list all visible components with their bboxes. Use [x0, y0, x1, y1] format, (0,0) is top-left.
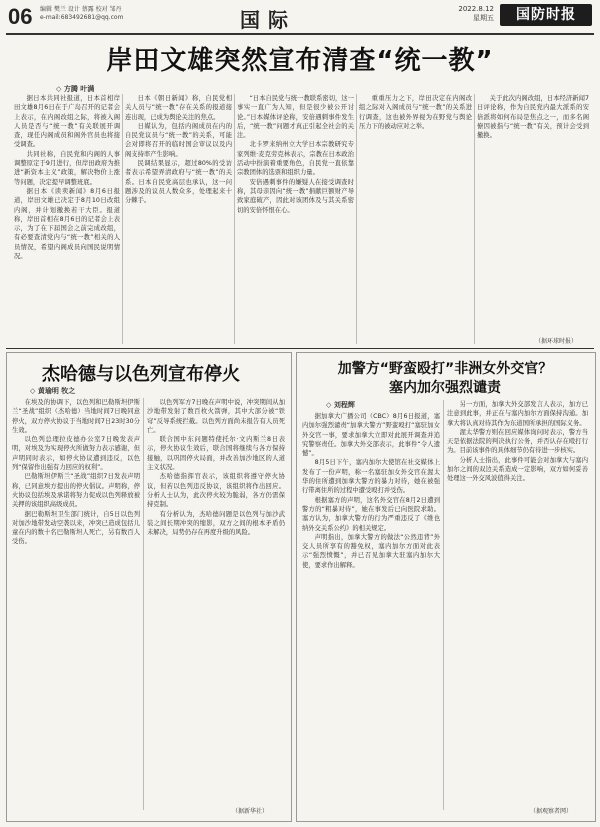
paragraph: 据日本共同社报道，日本首相岸田文雄8月6日在于广岛召开的记者会上表示，在内阁改组之际，将被入阁人员是否与“统一教”有关联展开调查，现任内阁成员和阁外官员也将接受调查。 [14, 95, 120, 149]
weekday: 星期五 [473, 14, 494, 22]
left-byline: ◇ 黄瑜明 牧之 [30, 387, 76, 395]
lead-column-2 [125, 94, 232, 344]
paragraph: “日本自民党与统一教联系密切，这一事实一直广为人知，但是很少被公开讨论。”日本媒体评论称，安倍遇刺事件发生后，“统一教”问题才真正引起全社会的关注。 [237, 95, 354, 140]
column-divider [443, 400, 444, 810]
editor-line: 编辑 樊兰 设计 蔡露 校对 邹丹 [40, 6, 122, 13]
paragraph: 根据塞方的声明，这名外交官在8月2日遭到警方的“粗暴对待”，她在事发后已向医院求助。塞方认为，加拿大警方的行为严重违反了《维也纳外交关系公约》的相关规定。 [302, 496, 440, 532]
column-divider [234, 94, 235, 344]
paragraph: 北卡罗来纳州立大学日本宗教研究专家列维·麦克劳克林表示，宗教在日本政治活动中扮演着重要角色，自民党一直依靠宗教团体的选票和组织力量。 [237, 141, 354, 177]
left-source: （据新华社） [232, 808, 269, 815]
editor-info [40, 6, 170, 22]
paragraph: 渥太华警方则在回应媒体询问时表示，警方当天是依据法院的判决执行公务，并否认存在殴打行为。目前该事件的具体细节仍有待进一步核实。 [447, 428, 588, 455]
paragraph: 共同社称，自民党和内阁的人事调整原定于9月进行，但岸田政府为推进“新资本主义”政策，解决物价上涨等问题，决定提早调整班底。 [14, 150, 120, 186]
section-title: 国际 [240, 8, 296, 32]
paragraph: 巴勒斯坦伊斯兰“圣战”组织7日发表声明称，已同意埃方提出的停火倡议。声明称，停火协议包括埃及承诺将努力促成以色列释放被关押的该组织高级成员。 [12, 473, 140, 509]
left-column-1 [12, 398, 140, 810]
paragraph: 民调结果显示，超过80%的受访者表示希望弄清政府与“统一教”的关系。日本自民党高层也承认，这一问题涉及的议员人数众多，处理起来十分棘手。 [125, 160, 232, 205]
date-block [438, 5, 494, 23]
paragraph: 以色列总理拉皮德办公室7日晚发表声明，对埃及为实现停火所做努力表示感谢，但声明同时表示，如停火协议遭到违反，以色列“保留作出强有力回应的权利”。 [12, 436, 140, 472]
column-divider [356, 94, 357, 344]
paragraph: 日媒认为，包括内阁成员在内的自民党议员与“统一教”的关系，可能会对即将召开的临时国会审议以及内阁支持率产生影响。 [125, 122, 232, 158]
paragraph: 以色列军方7日晚在声明中说，冲突期间从加沙地带发射了数百枚火箭弹，其中大部分被“铁穹”反导系统拦截。以色列方面尚未报告有人员死亡。 [147, 399, 285, 434]
paragraph: 日本《朝日新闻》称，自民党相关人员与“统一教”存在关系的报道接连出现，已成为舆论关注的焦点。 [125, 95, 232, 121]
date: 2022.8.12 [458, 5, 494, 13]
paragraph: 分析人士指出，此事件可能会对加拿大与塞内加尔之间的双边关系造成一定影响，双方如何妥善处理这一外交风波值得关注。 [447, 456, 588, 483]
left-column-2 [147, 398, 285, 798]
column-divider [122, 94, 123, 344]
right-column-1 [302, 412, 440, 810]
paragraph: 重重压力之下，岸田决定在内阁改组之际对入阁成员与“统一教”的关系进行调查，这也被外界视为在野党与舆论压力下的被动应对之举。 [359, 95, 472, 130]
newspaper-logo: 国防时报 [500, 4, 592, 26]
paragraph: 关于此次内阁改组，日本经济新闻7日评论称，作为自民党内最大派系的安倍派将如何布局是焦点之一，而多名阁僚因被指与“统一教”有关，预计会受到撤换。 [477, 95, 589, 140]
right-source: （据观察者网） [530, 808, 573, 815]
paragraph: 另一方面，加拿大外交部发言人表示，加方已注意到此事，并正在与塞内加尔方面保持沟通。加拿大将认真对待其作为东道国所承担的国际义务。 [447, 401, 588, 427]
paragraph: 据巴勒斯坦卫生部门统计，自5日以色列对加沙地带发动空袭以来，冲突已造成包括儿童在内的数十名巴勒斯坦人死亡，另有数百人受伤。 [12, 510, 140, 546]
header-rule [6, 33, 594, 35]
paragraph: 在埃及的协调下，以色列和巴勒斯坦伊斯兰“圣战”组织（杰哈德）当地时间7日晚同意停火，双方停火协议于当地时间7日23时30分生效。 [12, 399, 140, 434]
left-headline: 杰哈德与以色列宣布停火 [42, 364, 240, 385]
lead-column-5 [477, 94, 589, 334]
paragraph: 据加拿大广播公司（CBC）8月6日报道，塞内加尔强烈谴责“加拿大警方”野蛮殴打“塞驻加女外交官一事，要求加拿大立即对此展开调查并追究警察责任。加拿大外交部表示，此事件“令人遗憾”。 [302, 413, 440, 458]
section-rule [6, 348, 594, 349]
right-byline: ◇ 刘程辉 [326, 401, 355, 409]
lead-byline: ◇ 方腾 叶满 [56, 85, 95, 93]
paragraph: 据日本《读卖新闻》8月6日报道，岸田文雄已决定于8月10日改组内阁，并计划撤换若干大臣。报道称，岸田首相在8月6日的记者会上表示，为了在下届国会之前完成改组，有必要查清党内与“统一教”相关的人员情况，希望内阁成员向国民说明情况。 [14, 187, 120, 261]
lead-column-3 [237, 94, 354, 344]
lead-headline: 岸田文雄突然宣布清查“统一教” [106, 46, 494, 76]
right-headline-line-2: 塞内加尔强烈谴责 [389, 380, 501, 396]
lead-column-4 [359, 94, 472, 344]
page-number: 06 [8, 4, 33, 29]
paragraph: 杰哈德指挥官表示，该组织将遵守停火协议，但若以色列违反协议，该组织将作出回应。分析人士认为，此次停火较为脆弱，各方仍需保持克制。 [147, 473, 285, 509]
paragraph: 8月5日下午，塞内加尔大使馆在社交媒体上发布了一份声明，称一名塞驻加女外交官在渥太华的住所遭到加拿大警方的暴力对待，她在被强行带离住所的过程中遭受殴打并受伤。 [302, 459, 440, 495]
paragraph: 有分析认为，杰哈德问题是以色列与加沙武装之间长期冲突的缩影，双方之间的根本矛盾仍未解决，局势仍存在再度升级的风险。 [147, 510, 285, 537]
paragraph: 声明指出，加拿大警方的做法“公然违背”外交人员所享有的豁免权，塞内加尔方面对此表示“强烈愤慨”，并已召见加拿大驻塞内加尔大使，要求作出解释。 [302, 533, 440, 569]
lead-column-1 [14, 94, 120, 344]
column-divider [474, 94, 475, 344]
lead-source: （据环球时报） [535, 338, 578, 345]
paragraph: 安倍遇刺事件的嫌疑人在接受调查时称，其母亲因向“统一教”捐献巨额财产导致家庭破产，因此对该团体及与其关系密切的安倍怀恨在心。 [237, 178, 354, 214]
paragraph: 联合国中东问题特使托尔·文内斯兰8日表示，停火协议生效后，联合国将继续与各方保持接触，以巩固停火局面，并改善加沙地区的人道主义状况。 [147, 436, 285, 472]
column-divider [143, 398, 144, 810]
page-header [0, 0, 600, 34]
right-column-2 [447, 400, 588, 798]
email: e-mail:683492681@qq.com [40, 14, 124, 21]
right-headline-line-1: 加警方“野蛮殴打”非洲女外交官？ [337, 361, 553, 377]
